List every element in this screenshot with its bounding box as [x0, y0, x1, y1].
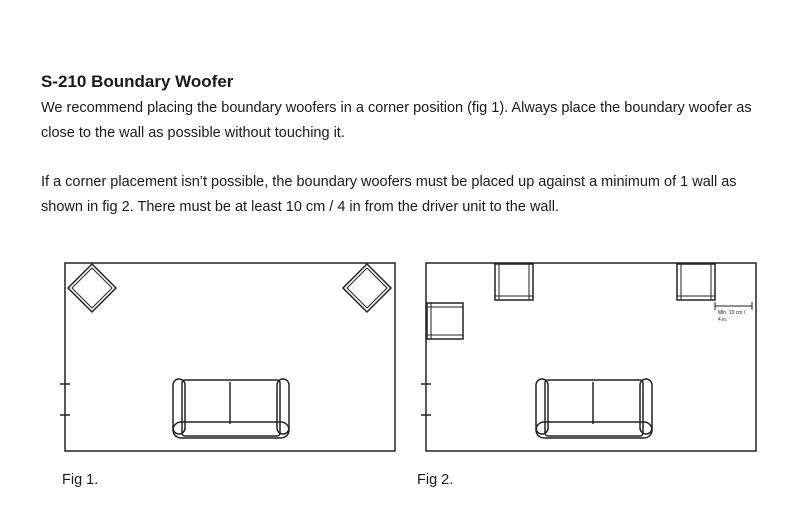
woofer-top-wall — [495, 264, 533, 300]
sofa — [536, 379, 652, 438]
dimension-label-line1: Min. 10 cm / — [718, 310, 746, 316]
woofer-right-corner — [343, 264, 391, 312]
sofa — [173, 379, 289, 438]
figure-1-caption: Fig 1. — [62, 472, 99, 488]
dimension-label-line2: 4 in. — [718, 317, 728, 323]
paragraph-corner-placement: We recommend placing the boundary woofers in a corner position (fig 1). Always place the boundary woofer as close to the wall as possible without touching it. — [41, 100, 752, 141]
paragraph-wall-placement: If a corner placement isn’t possible, the boundary woofers must be placed up against a minimum of 1 wall as shown in fig 2. There must be at least 10 cm / 4 in from the driver unit to the wall. — [41, 174, 737, 215]
woofer-left-wall — [427, 303, 463, 339]
woofer-top-right — [677, 264, 715, 300]
figure-2-caption: Fig 2. — [417, 472, 454, 488]
woofer-left-corner — [68, 264, 116, 312]
room-outline — [426, 263, 756, 451]
figure-1-diagram — [60, 258, 400, 458]
figure-2-diagram — [421, 258, 761, 458]
document-heading: S-210 Boundary Woofer — [41, 72, 234, 91]
min-distance-dimension — [715, 302, 752, 310]
